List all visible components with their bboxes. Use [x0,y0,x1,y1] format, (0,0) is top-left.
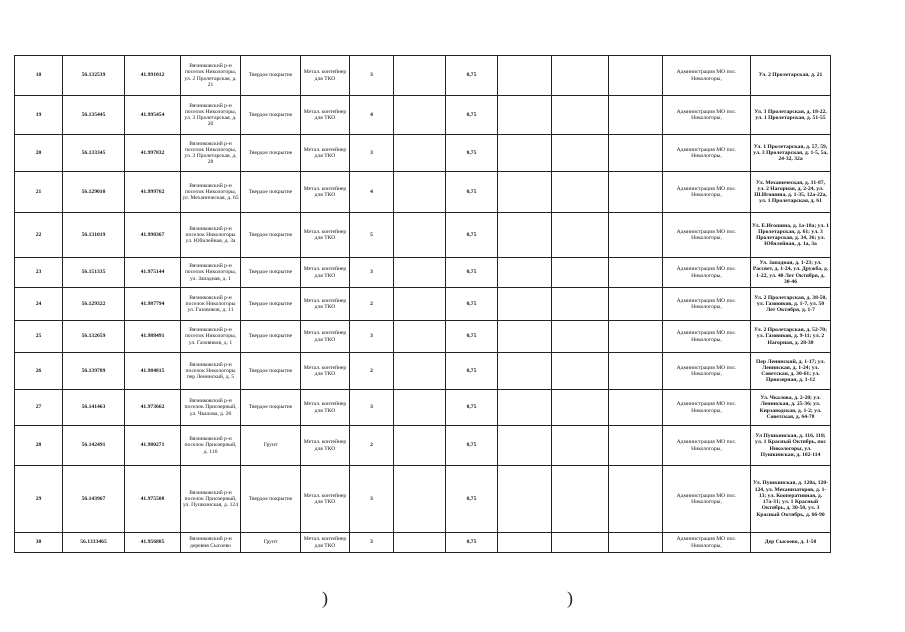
cell-lon: 41.956885 [125,533,181,553]
cell-container: Метал. контейнер для ТКО [301,321,350,353]
cell-sources: Пер Ленинский, д. 1-17; ул. Ленинская, д. 1-24; ул. Советская, д. 30-61; ул. Приозерная, д. 1-12 [751,353,831,390]
table-row [15,288,831,321]
cell-address: Вязниковский р-н поселок Приозерный, д. 116 [181,426,241,466]
cell-volume: 0,75 [446,172,498,213]
cell-empty [609,213,663,258]
cell-empty [609,353,663,390]
table-row [15,135,831,172]
cell-empty [498,288,552,321]
cell-empty [552,533,609,553]
cell-empty [394,533,446,553]
cell-admin: Администрация МО пос. Никологоры, [663,135,751,172]
cell-sources: Ул. 2 Пролетарская, д. 38-50, ул. Газовиков, д. 1-7, ул. 50 Лет Октября, д. 1-7 [751,288,831,321]
cell-lat: 56.132659 [63,321,125,353]
cell-surface: Твердое покрытие [241,258,301,288]
cell-num: 27 [15,390,63,426]
cell-admin: Администрация МО пос. Никологоры, [663,353,751,390]
cell-admin: Администрация МО пос. Никологоры, [663,96,751,135]
cell-num: 21 [15,172,63,213]
cell-empty [552,172,609,213]
cell-count: 3 [350,466,394,533]
cell-empty [394,426,446,466]
cell-container: Метал. контейнер для ТКО [301,426,350,466]
table-row [15,56,831,96]
cell-num: 20 [15,135,63,172]
cell-lon: 41.987794 [125,288,181,321]
cell-sources: Ул Пушкинская, д. 116, 118; ул. 1 Красный Октябрь, пос Никологоры, ул. Пушкинская, д. 102-114 [751,426,831,466]
cell-sources: Дер Сысоево, д. 1-50 [751,533,831,553]
cell-num: 28 [15,426,63,466]
cell-empty [609,258,663,288]
cell-container: Метал. контейнер для ТКО [301,533,350,553]
cell-empty [498,466,552,533]
cell-volume: 0,75 [446,353,498,390]
cell-admin: Администрация МО пос. Никологоры, [663,258,751,288]
cell-surface: Твердое покрытие [241,288,301,321]
cell-lat: 56.151335 [63,258,125,288]
cell-empty [394,213,446,258]
cell-container: Метал. контейнер для ТКО [301,56,350,96]
cell-empty [609,466,663,533]
cell-lon: 41.999762 [125,172,181,213]
cell-num: 24 [15,288,63,321]
cell-empty [609,533,663,553]
cell-lat: 56.131019 [63,213,125,258]
cell-sources: Ул. Механическая, д. 31-87, ул. 2 Нагорная, д. 2-24, ул. Ш.Игошина, д. 1-35, 12а-22а, ул. 1 Пролетарская, д. 61 [751,172,831,213]
table-row [15,466,831,533]
cell-lon: 41.975508 [125,466,181,533]
cell-volume: 0,75 [446,56,498,96]
cell-address: Вязниковский р-н поселок Приозерный, ул. Пушкинская, д. 124 [181,466,241,533]
cell-address: Вязниковский р-н поселок Приозерный, ул. Чкалова, д. 20 [181,390,241,426]
cell-admin: Администрация МО пос. Никологоры, [663,390,751,426]
cell-count: 4 [350,172,394,213]
cell-empty [394,466,446,533]
cell-count: 3 [350,321,394,353]
cell-empty [609,96,663,135]
cell-lat: 56.142491 [63,426,125,466]
cell-num: 26 [15,353,63,390]
cell-lat: 56.135445 [63,96,125,135]
cell-empty [552,258,609,288]
cell-empty [609,172,663,213]
cell-count: 5 [350,213,394,258]
cell-empty [394,288,446,321]
cell-num: 22 [15,213,63,258]
table-row [15,426,831,466]
cell-count: 3 [350,390,394,426]
cell-empty [498,213,552,258]
cell-container: Метал. контейнер для ТКО [301,135,350,172]
cell-empty [498,321,552,353]
table-row [15,172,831,213]
cell-empty [552,353,609,390]
cell-num: 25 [15,321,63,353]
cell-address: Вязниковский р-н деревня Сысоево [181,533,241,553]
cell-empty [498,258,552,288]
cell-lon: 41.988491 [125,321,181,353]
table-row [15,390,831,426]
cell-empty [498,353,552,390]
cell-address: Вязниковский р-н поселок Никологоры, ул. Газовиков, д. 1 [181,321,241,353]
cell-address: Вязниковский р-н поселок Никологоры, ул. 3 Пролетарская, д. 20 [181,96,241,135]
cell-empty [552,56,609,96]
registry-table [14,55,831,553]
cell-surface: Твердое покрытие [241,321,301,353]
cell-address: Вязниковский р-н поселок Никологоры, ул. Механическая, д. 65 [181,172,241,213]
cell-empty [498,390,552,426]
cell-container: Метал. контейнер для ТКО [301,288,350,321]
cell-container: Метал. контейнер для ТКО [301,258,350,288]
cell-admin: Администрация МО пос. Никологоры, [663,426,751,466]
cell-empty [552,213,609,258]
cell-volume: 0,75 [446,96,498,135]
cell-empty [394,321,446,353]
cell-lat: 56.143967 [63,466,125,533]
cell-lat: 56.133345 [63,135,125,172]
cell-volume: 0,75 [446,533,498,553]
cell-empty [394,353,446,390]
cell-address: Вязниковский р-н поселок Никологоры, ул. Западная, д. 1 [181,258,241,288]
cell-lon: 41.973662 [125,390,181,426]
cell-num: 19 [15,96,63,135]
cell-address: Вязниковский р-н поселок Никологоры, ул. 3 Пролетарская, д. 28 [181,135,241,172]
cell-lon: 41.975144 [125,258,181,288]
cell-lon: 41.995454 [125,96,181,135]
cell-admin: Администрация МО пос. Никологоры, [663,172,751,213]
cell-address: Вязниковский р-н поселок Никологоры ул. Газовиков, д. 11 [181,288,241,321]
cell-surface: Твердое покрытие [241,466,301,533]
cell-lon: 41.997832 [125,135,181,172]
cell-admin: Администрация МО пос. Никологоры, [663,213,751,258]
table-row [15,213,831,258]
cell-volume: 0,75 [446,466,498,533]
cell-count: 2 [350,288,394,321]
cell-empty [498,135,552,172]
cell-surface: Грунт [241,533,301,553]
table-row [15,96,831,135]
cell-empty [498,172,552,213]
cell-empty [498,56,552,96]
cell-volume: 0,75 [446,213,498,258]
cell-lon: 41.991012 [125,56,181,96]
cell-container: Метал. контейнер для ТКО [301,172,350,213]
cell-empty [394,135,446,172]
cell-empty [394,390,446,426]
cell-lat: 56.129322 [63,288,125,321]
cell-empty [552,426,609,466]
cell-count: 4 [350,96,394,135]
cell-volume: 0,75 [446,135,498,172]
cell-num: 29 [15,466,63,533]
cell-surface: Твердое покрытие [241,56,301,96]
cell-sources: Ул. 3 Пролетарская, д. 18-22, ул. 1 Пролетарская, д. 51-55 [751,96,831,135]
cell-empty [609,390,663,426]
cell-container: Метал. контейнер для ТКО [301,213,350,258]
cell-admin: Администрация МО пос. Никологоры, [663,533,751,553]
cell-volume: 0,75 [446,321,498,353]
cell-empty [394,258,446,288]
registry-table-body [15,56,831,553]
cell-surface: Твердое покрытие [241,390,301,426]
cell-count: 3 [350,56,394,96]
cell-sources: Ул. 2 Пролетарская, д. 21 [751,56,831,96]
cell-sources: Ул. 1 Пролетарская, д. 57, 59, ул. 3 Пролетарская, д. 1-5, 5а, 24-32, 32а [751,135,831,172]
cell-empty [552,96,609,135]
cell-surface: Твердое покрытие [241,213,301,258]
cell-surface: Твердое покрытие [241,353,301,390]
cell-count: 3 [350,135,394,172]
cell-empty [394,172,446,213]
cell-count: 2 [350,353,394,390]
cell-admin: Администрация МО пос. Никологоры, [663,321,751,353]
cell-empty [498,426,552,466]
cell-volume: 0,75 [446,288,498,321]
cell-container: Метал. контейнер для ТКО [301,353,350,390]
cell-address: Вязниковский р-н поселок Никологоры, ул. 2 Пролетарская, д. 21 [181,56,241,96]
cell-lat: 56.129010 [63,172,125,213]
cell-container: Метал. контейнер для ТКО [301,96,350,135]
cell-empty [394,56,446,96]
table-row [15,258,831,288]
cell-surface: Твердое покрытие [241,96,301,135]
cell-sources: Ул. 2 Пролетарская, д. 52-70; ул. Газовиков, д. 9-11; ул. 2 Нагорная, д. 28-38 [751,321,831,353]
cell-sources: Ул. Чкалова, д. 2-20; ул. Ленинская, д. 25-36; ул. Кирзаводская, д. 1-2; ул. Советская, д. 64-78 [751,390,831,426]
cell-empty [552,390,609,426]
cell-empty [552,321,609,353]
cell-sources: Ул. Западная, д. 1-23; ул. Рассвет, д. 1-24, ул. Дружба, д. 1-22, ул. 40 Лет Октября, д. 30-46 [751,258,831,288]
cell-lat: 56.132539 [63,56,125,96]
cell-address: Вязниковский р-н поселок Никологоры ул. Юбилейная, д. 3а [181,213,241,258]
cell-empty [609,56,663,96]
cell-volume: 0,75 [446,258,498,288]
cell-count: 2 [350,426,394,466]
cell-surface: Грунт [241,426,301,466]
page-mark-right: ) [567,588,573,608]
cell-num: 30 [15,533,63,553]
cell-sources: Ул. Е.Игошина, д. 1а-18а; ул. 1 Пролетарская, д. 61; ул. 3 Пролетарская, д. 34, 36; ул. Юбилейная, д. 1а, 3а [751,213,831,258]
cell-volume: 0,75 [446,390,498,426]
cell-empty [394,96,446,135]
table-row [15,353,831,390]
cell-sources: Ул. Пушкинская, д. 120а, 120-124, ул. Механизаторов, д. 1-13; ул. Кооперативная, д. 17а-31; ул. 1 Красный Октябрь, д. 30-50, ул. 3 Красный Октябрь, д. 66-90 [751,466,831,533]
cell-lon: 41.998367 [125,213,181,258]
table-row [15,533,831,553]
cell-lon: 41.984815 [125,353,181,390]
cell-lat: 56.1333465 [63,533,125,553]
cell-admin: Администрация МО пос. Никологоры, [663,288,751,321]
cell-count: 3 [350,533,394,553]
cell-empty [498,96,552,135]
cell-empty [609,426,663,466]
cell-surface: Твердое покрытие [241,135,301,172]
cell-empty [498,533,552,553]
cell-empty [552,288,609,321]
cell-container: Метал. контейнер для ТКО [301,390,350,426]
cell-surface: Твердое покрытие [241,172,301,213]
cell-volume: 0,75 [446,426,498,466]
cell-container: Метал. контейнер для ТКО [301,466,350,533]
cell-empty [552,466,609,533]
cell-lat: 56.139789 [63,353,125,390]
cell-admin: Администрация МО пос. Никологоры, [663,466,751,533]
cell-num: 18 [15,56,63,96]
table-row [15,321,831,353]
cell-empty [609,288,663,321]
cell-address: Вязниковский р-н поселок Никологоры пер Ленинский, д. 5 [181,353,241,390]
cell-num: 23 [15,258,63,288]
cell-admin: Администрация МО пос. Никологоры, [663,56,751,96]
cell-empty [552,135,609,172]
cell-count: 3 [350,258,394,288]
page-mark-left: ) [322,588,328,608]
cell-empty [609,321,663,353]
cell-lat: 56.141463 [63,390,125,426]
cell-empty [609,135,663,172]
cell-lon: 41.980271 [125,426,181,466]
